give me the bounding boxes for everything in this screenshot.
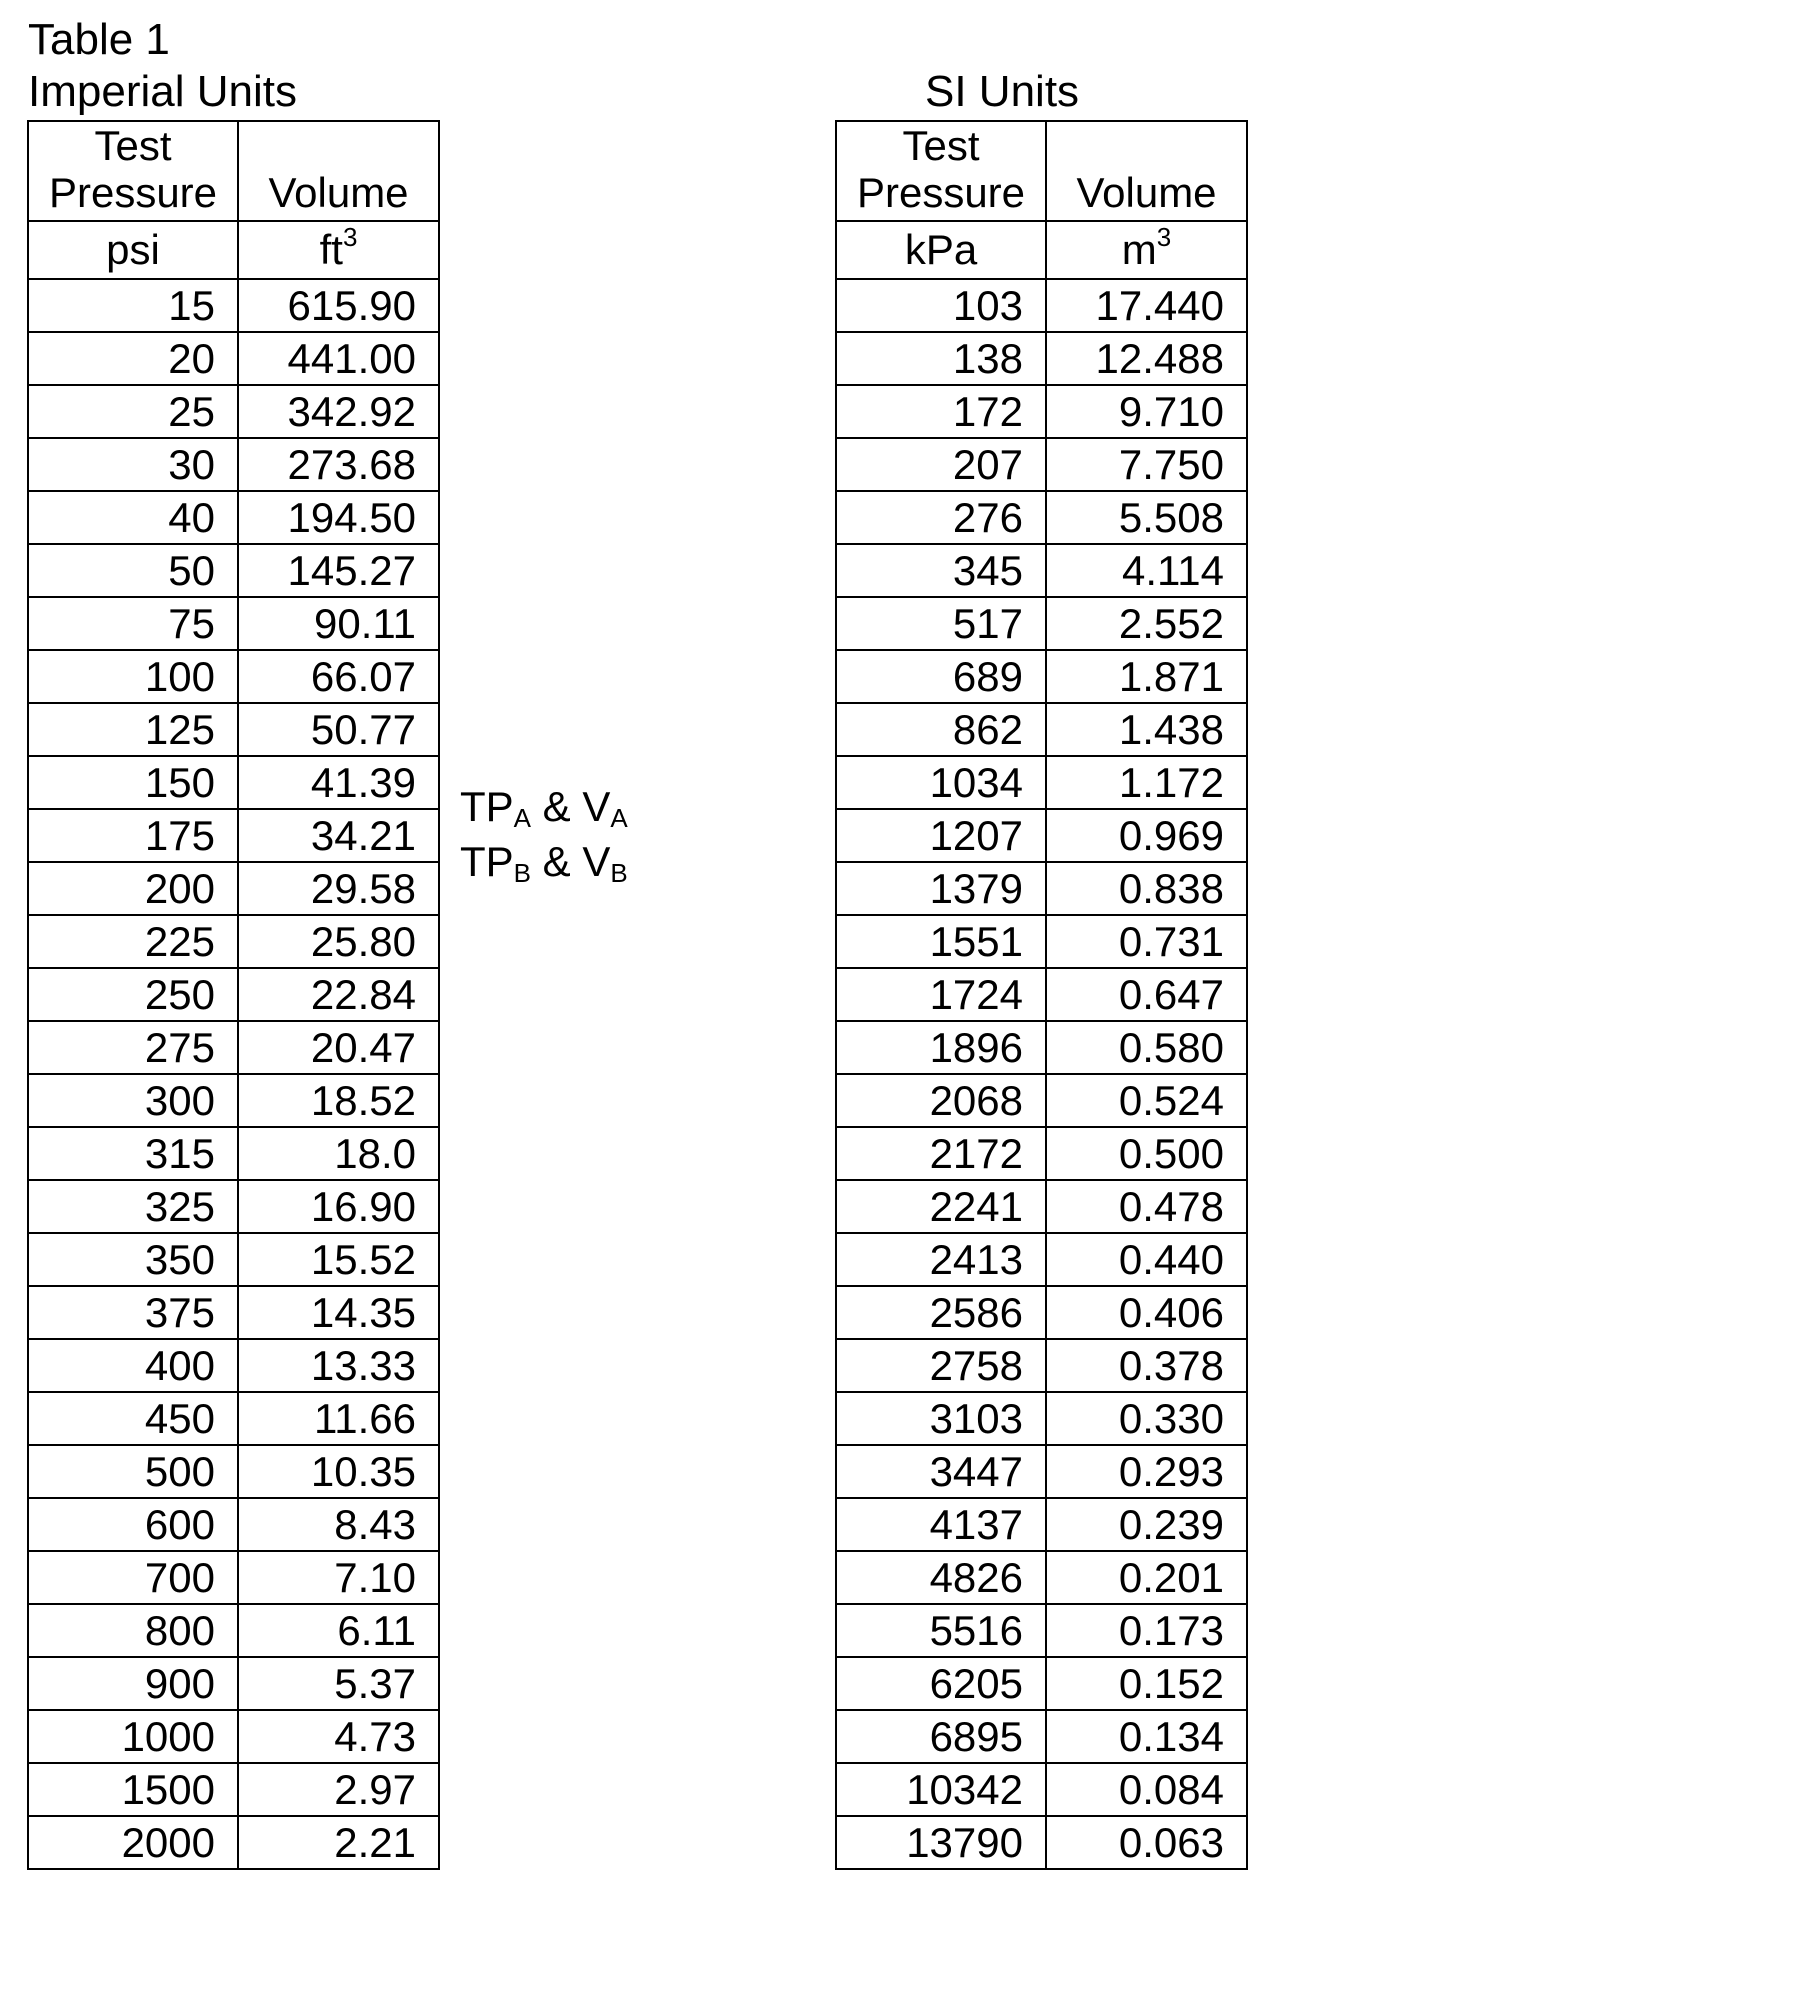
volume-cell: 0.580: [1046, 1021, 1247, 1074]
volume-cell: 0.969: [1046, 809, 1247, 862]
table-row: [836, 597, 1247, 650]
table-row: [28, 1445, 439, 1498]
pressure-cell: 250: [28, 968, 238, 1021]
table-row: [836, 1816, 1247, 1869]
unit-m3: $m^3$: [1046, 221, 1247, 279]
pressure-cell: 6895: [836, 1710, 1046, 1763]
volume-cell: 2.97: [238, 1763, 439, 1816]
table-row: [28, 1710, 439, 1763]
table-row: [28, 1074, 439, 1127]
pressure-cell: 4137: [836, 1498, 1046, 1551]
table-row: [28, 862, 439, 915]
volume-cell: 50.77: [238, 703, 439, 756]
pressure-cell: 172: [836, 385, 1046, 438]
volume-cell: 342.92: [238, 385, 439, 438]
volume-cell: 0.239: [1046, 1498, 1247, 1551]
pressure-cell: 375: [28, 1286, 238, 1339]
volume-cell: 20.47: [238, 1021, 439, 1074]
volume-cell: 194.50: [238, 491, 439, 544]
table-row: [28, 279, 439, 332]
table-row: [28, 1604, 439, 1657]
table-row: [28, 1392, 439, 1445]
volume-cell: 145.27: [238, 544, 439, 597]
table-row: [836, 650, 1247, 703]
volume-cell: 0.084: [1046, 1763, 1247, 1816]
volume-cell: 6.11: [238, 1604, 439, 1657]
pressure-cell: 1000: [28, 1710, 238, 1763]
volume-cell: 17.440: [1046, 279, 1247, 332]
table-row: [28, 385, 439, 438]
pressure-cell: 517: [836, 597, 1046, 650]
volume-cell: 12.488: [1046, 332, 1247, 385]
volume-cell: 2.21: [238, 1816, 439, 1869]
table-row: [28, 332, 439, 385]
volume-cell: 0.201: [1046, 1551, 1247, 1604]
table-row: [28, 1498, 439, 1551]
table-row: [836, 385, 1247, 438]
pressure-cell: 103: [836, 279, 1046, 332]
pressure-cell: 1500: [28, 1763, 238, 1816]
pressure-cell: 3103: [836, 1392, 1046, 1445]
pressure-cell: 3447: [836, 1445, 1046, 1498]
volume-cell: 18.52: [238, 1074, 439, 1127]
table-row: [28, 1286, 439, 1339]
table-row: [28, 809, 439, 862]
note-tpa-va: $TP_A$ & $V_A$: [460, 783, 628, 833]
volume-cell: 273.68: [238, 438, 439, 491]
unit-ft3: $ft^3$: [238, 221, 439, 279]
volume-cell: 15.52: [238, 1233, 439, 1286]
table-row: [836, 968, 1247, 1021]
table-row: [28, 597, 439, 650]
table-row: [28, 438, 439, 491]
volume-cell: 29.58: [238, 862, 439, 915]
volume-cell: 41.39: [238, 756, 439, 809]
table-row: [836, 544, 1247, 597]
pressure-cell: 2413: [836, 1233, 1046, 1286]
table-row: [28, 491, 439, 544]
table-row: [836, 1180, 1247, 1233]
pressure-cell: 4826: [836, 1551, 1046, 1604]
header-test-pressure: Test Pressure: [836, 121, 1046, 221]
si-title: SI Units: [925, 67, 1080, 116]
volume-cell: 25.80: [238, 915, 439, 968]
pressure-cell: 225: [28, 915, 238, 968]
pressure-cell: 20: [28, 332, 238, 385]
pressure-cell: 500: [28, 1445, 238, 1498]
pressure-cell: 40: [28, 491, 238, 544]
pressure-cell: 1724: [836, 968, 1046, 1021]
table-row: [28, 915, 439, 968]
pressure-cell: 1551: [836, 915, 1046, 968]
pressure-cell: 25: [28, 385, 238, 438]
table-row: [28, 968, 439, 1021]
si-table: [835, 120, 1248, 1870]
table-row: [836, 1339, 1247, 1392]
pressure-cell: 1034: [836, 756, 1046, 809]
volume-cell: 0.440: [1046, 1233, 1247, 1286]
pressure-cell: 10342: [836, 1763, 1046, 1816]
pressure-cell: 200: [28, 862, 238, 915]
imperial-title: Imperial Units: [28, 67, 297, 116]
unit-kpa: kPa: [836, 221, 1046, 279]
pressure-cell: 300: [28, 1074, 238, 1127]
volume-cell: 13.33: [238, 1339, 439, 1392]
volume-cell: 615.90: [238, 279, 439, 332]
pressure-cell: 138: [836, 332, 1046, 385]
volume-cell: 2.552: [1046, 597, 1247, 650]
volume-cell: 0.647: [1046, 968, 1247, 1021]
volume-cell: 1.172: [1046, 756, 1247, 809]
pressure-cell: 30: [28, 438, 238, 491]
imperial-table: [27, 120, 440, 1870]
volume-cell: 34.21: [238, 809, 439, 862]
volume-cell: 1.871: [1046, 650, 1247, 703]
pressure-cell: 2758: [836, 1339, 1046, 1392]
volume-cell: 5.37: [238, 1657, 439, 1710]
table-row: [836, 332, 1247, 385]
table-row: [836, 1498, 1247, 1551]
table-row: [28, 1180, 439, 1233]
table-row: [28, 756, 439, 809]
table-row: [836, 1445, 1247, 1498]
table-row: [836, 279, 1247, 332]
pressure-cell: 2172: [836, 1127, 1046, 1180]
pressure-cell: 6205: [836, 1657, 1046, 1710]
pressure-cell: 862: [836, 703, 1046, 756]
pressure-cell: 900: [28, 1657, 238, 1710]
table-row: [28, 1657, 439, 1710]
header-volume: Volume: [238, 121, 439, 221]
volume-cell: 0.500: [1046, 1127, 1247, 1180]
table-row: [28, 1551, 439, 1604]
pressure-cell: 125: [28, 703, 238, 756]
volume-cell: 14.35: [238, 1286, 439, 1339]
pressure-cell: 2586: [836, 1286, 1046, 1339]
table-row: [28, 1233, 439, 1286]
table-row: [836, 438, 1247, 491]
pressure-cell: 700: [28, 1551, 238, 1604]
table-row: [836, 862, 1247, 915]
volume-cell: 22.84: [238, 968, 439, 1021]
pressure-cell: 2068: [836, 1074, 1046, 1127]
table-row: [28, 1763, 439, 1816]
volume-cell: 10.35: [238, 1445, 439, 1498]
table-row: [28, 1339, 439, 1392]
table-row: [836, 1604, 1247, 1657]
pressure-cell: 800: [28, 1604, 238, 1657]
pressure-cell: 600: [28, 1498, 238, 1551]
pressure-cell: 1379: [836, 862, 1046, 915]
table-row: [836, 1021, 1247, 1074]
volume-cell: 0.063: [1046, 1816, 1247, 1869]
volume-cell: 4.114: [1046, 544, 1247, 597]
table-row: [836, 1286, 1247, 1339]
table-row: [28, 650, 439, 703]
volume-cell: 7.10: [238, 1551, 439, 1604]
volume-cell: 0.406: [1046, 1286, 1247, 1339]
volume-cell: 0.524: [1046, 1074, 1247, 1127]
pressure-cell: 689: [836, 650, 1046, 703]
volume-cell: 8.43: [238, 1498, 439, 1551]
table-row: [836, 491, 1247, 544]
table-row: [836, 1710, 1247, 1763]
pressure-cell: 325: [28, 1180, 238, 1233]
table-row: [836, 1074, 1247, 1127]
volume-cell: 0.173: [1046, 1604, 1247, 1657]
pressure-cell: 5516: [836, 1604, 1046, 1657]
pressure-cell: 1207: [836, 809, 1046, 862]
table-row: [836, 915, 1247, 968]
pressure-cell: 315: [28, 1127, 238, 1180]
volume-cell: 0.134: [1046, 1710, 1247, 1763]
pressure-cell: 75: [28, 597, 238, 650]
volume-cell: 0.478: [1046, 1180, 1247, 1233]
note-tpb-vb: $TP_B$ & $V_B$: [460, 838, 628, 888]
volume-cell: 11.66: [238, 1392, 439, 1445]
volume-cell: 5.508: [1046, 491, 1247, 544]
pressure-cell: 100: [28, 650, 238, 703]
table-row: [28, 1021, 439, 1074]
table-row: [836, 703, 1247, 756]
table-row: [28, 1816, 439, 1869]
volume-cell: 0.330: [1046, 1392, 1247, 1445]
volume-cell: 18.0: [238, 1127, 439, 1180]
volume-cell: 7.750: [1046, 438, 1247, 491]
pressure-cell: 1896: [836, 1021, 1046, 1074]
header-volume: Volume: [1046, 121, 1247, 221]
unit-psi: psi: [28, 221, 238, 279]
pressure-cell: 2241: [836, 1180, 1046, 1233]
table-row: [836, 809, 1247, 862]
volume-cell: 66.07: [238, 650, 439, 703]
volume-cell: 0.731: [1046, 915, 1247, 968]
pressure-cell: 2000: [28, 1816, 238, 1869]
pressure-cell: 275: [28, 1021, 238, 1074]
pressure-cell: 276: [836, 491, 1046, 544]
pressure-cell: 15: [28, 279, 238, 332]
pressure-cell: 345: [836, 544, 1046, 597]
table-row: [836, 756, 1247, 809]
table-row: [836, 1233, 1247, 1286]
volume-cell: 0.378: [1046, 1339, 1247, 1392]
table-row: [836, 1127, 1247, 1180]
pressure-cell: 13790: [836, 1816, 1046, 1869]
volume-cell: 90.11: [238, 597, 439, 650]
header-test-pressure: Test Pressure: [28, 121, 238, 221]
volume-cell: 1.438: [1046, 703, 1247, 756]
table-row: [836, 1763, 1247, 1816]
volume-cell: 4.73: [238, 1710, 439, 1763]
volume-cell: 0.838: [1046, 862, 1247, 915]
pressure-cell: 150: [28, 756, 238, 809]
pressure-cell: 350: [28, 1233, 238, 1286]
volume-cell: 441.00: [238, 332, 439, 385]
table-row: [28, 1127, 439, 1180]
table-row: [836, 1657, 1247, 1710]
pressure-cell: 50: [28, 544, 238, 597]
volume-cell: 9.710: [1046, 385, 1247, 438]
pressure-cell: 175: [28, 809, 238, 862]
pressure-cell: 207: [836, 438, 1046, 491]
volume-cell: 16.90: [238, 1180, 439, 1233]
table-row: [836, 1392, 1247, 1445]
pressure-cell: 450: [28, 1392, 238, 1445]
table-row: [28, 544, 439, 597]
pressure-cell: 400: [28, 1339, 238, 1392]
table-row: [836, 1551, 1247, 1604]
volume-cell: 0.152: [1046, 1657, 1247, 1710]
table-row: [28, 703, 439, 756]
table-caption: Table 1: [28, 15, 170, 64]
volume-cell: 0.293: [1046, 1445, 1247, 1498]
